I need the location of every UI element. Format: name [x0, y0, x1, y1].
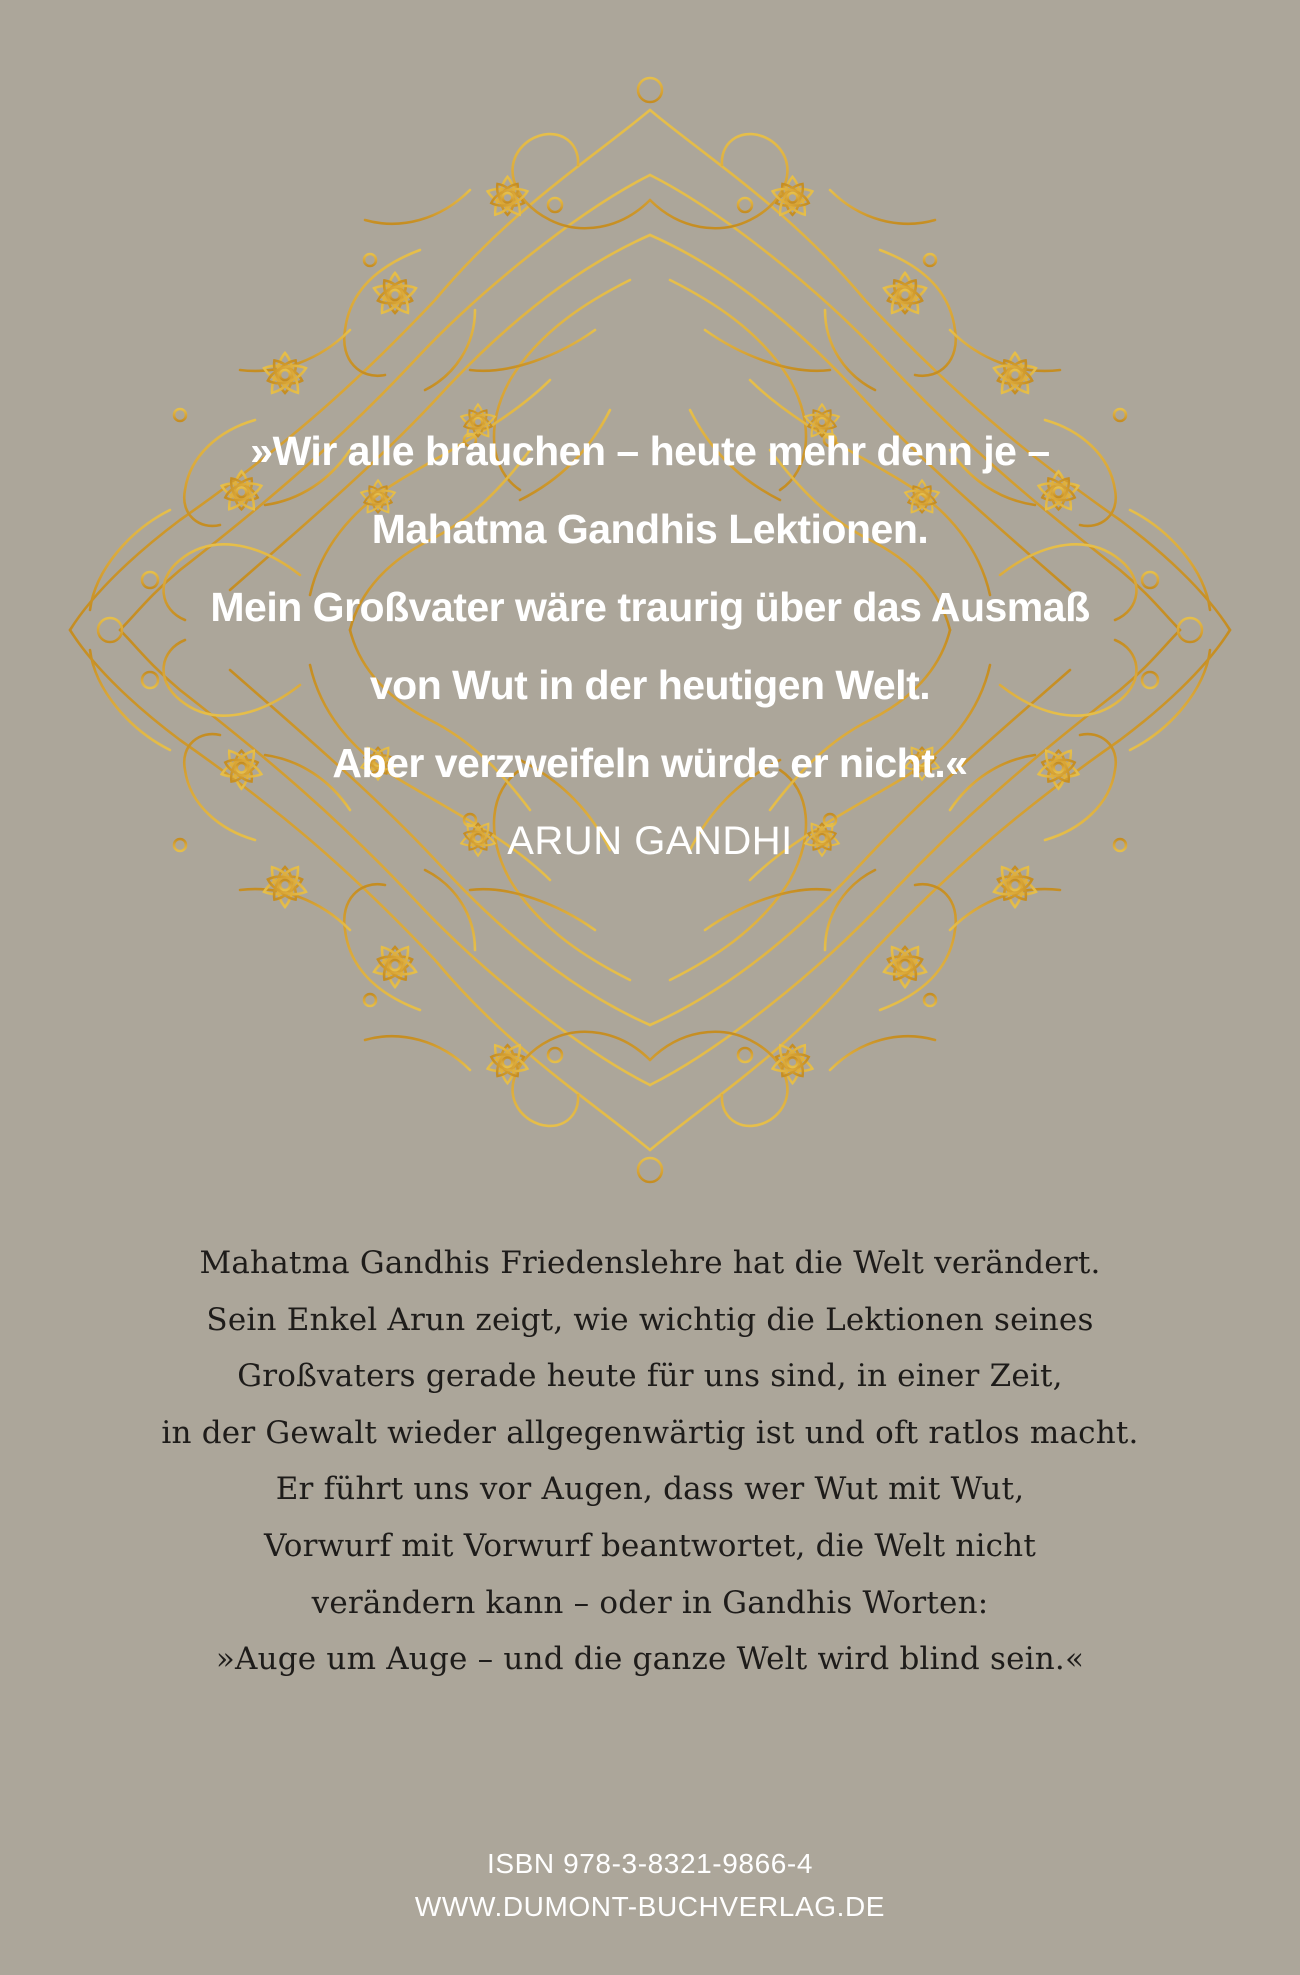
blurb-line: verändern kann – oder in Gandhis Worten:	[311, 1584, 989, 1621]
blurb	[110, 1235, 1190, 1688]
quote-line: Mein Großvater wäre traurig über das Ausmaß	[210, 584, 1090, 630]
blurb-line: »Auge um Auge – und die ganze Welt wird blind sein.«	[215, 1641, 1085, 1678]
blurb-line: Großvaters gerade heute für uns sind, in einer Zeit,	[237, 1358, 1063, 1395]
blurb-line: in der Gewalt wieder allgegenwärtig ist und oft ratlos macht.	[161, 1414, 1139, 1451]
blurb-line: Sein Enkel Arun zeigt, wie wichtig die Lektionen seines	[206, 1301, 1094, 1338]
quote	[150, 412, 1150, 880]
quote-line: »Wir alle brauchen – heute mehr denn je –	[250, 428, 1050, 474]
publisher-website: WWW.DUMONT-BUCHVERLAG.DE	[414, 1891, 886, 1922]
blurb-line: Er führt uns vor Augen, dass wer Wut mit Wut,	[275, 1471, 1025, 1508]
quote-line: Aber verzweifeln würde er nicht.«	[332, 740, 968, 786]
quote-line: von Wut in der heutigen Welt.	[369, 662, 931, 708]
blurb-line: Mahatma Gandhis Friedenslehre hat die Welt verändert.	[199, 1245, 1101, 1281]
blurb-line: Vorwurf mit Vorwurf beantwortet, die Welt nicht	[264, 1527, 1036, 1564]
quote-line: Mahatma Gandhis Lektionen.	[371, 506, 929, 552]
isbn: ISBN 978-3-8321-9866-4	[486, 1848, 814, 1879]
quote-author: ARUN GANDHI	[507, 819, 793, 863]
imprint	[200, 1842, 1100, 1928]
